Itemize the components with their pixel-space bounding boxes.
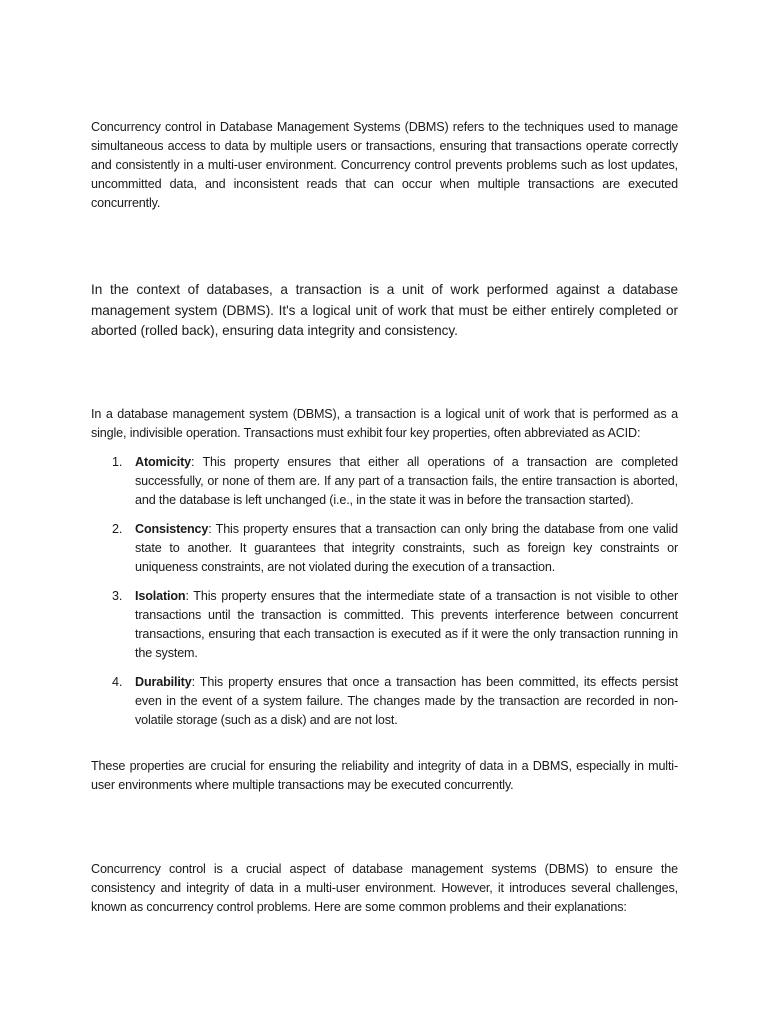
property-description: : This property ensures that either all operations of a transaction are completed successfully, or none of them are. If any part of a transaction fails, the entire transaction is aborted, and the database is left unchanged (i.e., in the state it was in before the transaction started).	[135, 455, 678, 507]
property-description: : This property ensures that once a transaction has been committed, its effects persist even in the event of a system failure. The changes made by the transaction are recorded in non-volatile storage (such as a disk) and are not lost.	[135, 675, 678, 727]
property-term: Isolation	[135, 589, 186, 603]
intro-paragraph: Concurrency control in Database Management Systems (DBMS) refers to the techniques used to manage simultaneous access to data by multiple users or transactions, ensuring that transactions operate correctly and consistently in a multi-user environment. Concurrency control prevents problems such as lost updates, uncommitted data, and inconsistent reads that can occur when multiple transactions are executed concurrently.	[91, 120, 678, 210]
acid-intro-paragraph: In a database management system (DBMS), a transaction is a logical unit of work that is performed as a single, indivisible operation. Transactions must exhibit four key properties, often abbreviated as ACID:	[91, 407, 678, 440]
acid-item-consistency	[91, 520, 678, 577]
property-description: : This property ensures that a transaction can only bring the database from one valid state to another. It guarantees that integrity constraints, such as foreign key constraints or uniqueness constraints, are not violated during the execution of a transaction.	[135, 522, 678, 574]
acid-properties-list	[91, 453, 678, 740]
list-number: 1.	[112, 455, 123, 469]
property-term: Atomicity	[135, 455, 192, 469]
list-number: 2.	[112, 522, 123, 536]
acid-item-durability	[91, 673, 678, 730]
acid-item-isolation	[91, 587, 678, 663]
list-number: 4.	[112, 675, 123, 689]
transaction-definition-paragraph: In the context of databases, a transaction is a unit of work performed against a database management system (DBMS). It's a logical unit of work that must be either entirely completed or aborted (rolled back), ensuring data integrity and consistency.	[91, 282, 678, 338]
list-number: 3.	[112, 589, 123, 603]
acid-summary-paragraph: These properties are crucial for ensuring the reliability and integrity of data in a DBMS, especially in multi-user environments where multiple transactions may be executed concurrently.	[91, 759, 678, 792]
property-term: Consistency	[135, 522, 209, 536]
acid-item-atomicity	[91, 453, 678, 510]
property-term: Durability	[135, 675, 192, 689]
property-description: : This property ensures that the intermediate state of a transaction is not visible to other transactions until the transaction is committed. This prevents interference between concurrent transactions, ensuring that each transaction is executed as if it were the only transaction running in the system.	[135, 589, 678, 660]
concurrency-problems-paragraph: Concurrency control is a crucial aspect of database management systems (DBMS) to ensure the consistency and integrity of data in a multi-user environment. However, it introduces several challenges, known as concurrency control problems. Here are some common problems and their explanations:	[91, 862, 678, 914]
